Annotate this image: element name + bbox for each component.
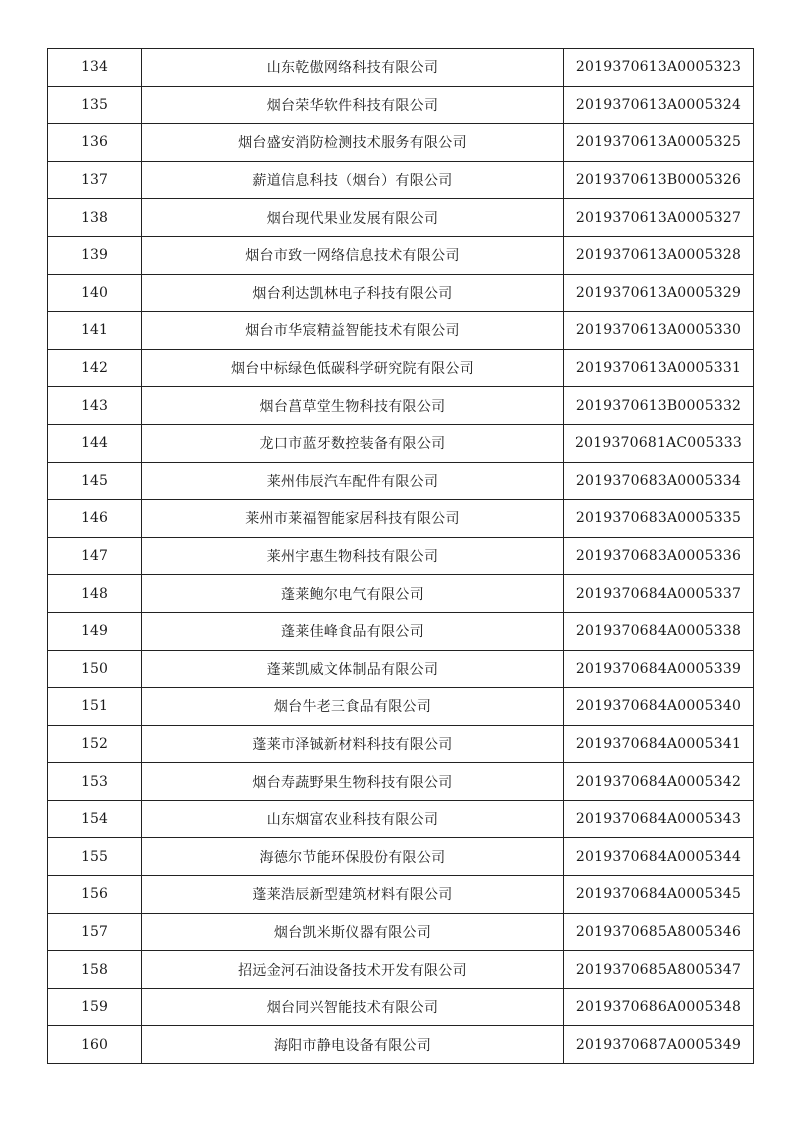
company-name: 烟台同兴智能技术有限公司 <box>142 988 564 1026</box>
table-row <box>48 124 754 162</box>
table-row <box>48 988 754 1026</box>
row-number: 144 <box>48 424 142 462</box>
registration-code: 2019370684A0005340 <box>564 688 754 726</box>
row-number: 143 <box>48 387 142 425</box>
company-name: 招远金河石油设备技术开发有限公司 <box>142 951 564 989</box>
registration-code: 2019370685A8005347 <box>564 951 754 989</box>
table-row <box>48 575 754 613</box>
company-name: 烟台寿蔬野果生物科技有限公司 <box>142 763 564 801</box>
table-row <box>48 236 754 274</box>
table-row <box>48 49 754 87</box>
company-name: 烟台牛老三食品有限公司 <box>142 688 564 726</box>
row-number: 146 <box>48 500 142 538</box>
registration-code: 2019370684A0005339 <box>564 650 754 688</box>
registration-code: 2019370684A0005341 <box>564 725 754 763</box>
company-name: 山东乾傲网络科技有限公司 <box>142 49 564 87</box>
registration-code: 2019370613B0005326 <box>564 161 754 199</box>
company-name: 蓬莱市泽铖新材料科技有限公司 <box>142 725 564 763</box>
registration-code: 2019370613A0005324 <box>564 86 754 124</box>
company-name: 蓬莱鲍尔电气有限公司 <box>142 575 564 613</box>
company-name: 烟台中标绿色低碳科学研究院有限公司 <box>142 349 564 387</box>
table-row <box>48 763 754 801</box>
row-number: 151 <box>48 688 142 726</box>
company-name: 蓬莱佳峰食品有限公司 <box>142 612 564 650</box>
row-number: 159 <box>48 988 142 1026</box>
company-name: 龙口市蓝牙数控装备有限公司 <box>142 424 564 462</box>
row-number: 155 <box>48 838 142 876</box>
registration-code: 2019370613A0005330 <box>564 312 754 350</box>
row-number: 158 <box>48 951 142 989</box>
company-name: 烟台市华宸精益智能技术有限公司 <box>142 312 564 350</box>
row-number: 136 <box>48 124 142 162</box>
registration-code: 2019370613A0005329 <box>564 274 754 312</box>
table-row <box>48 913 754 951</box>
registration-code: 2019370613A0005331 <box>564 349 754 387</box>
company-name: 海德尔节能环保股份有限公司 <box>142 838 564 876</box>
table-row <box>48 1026 754 1064</box>
row-number: 147 <box>48 537 142 575</box>
table-row <box>48 462 754 500</box>
company-name: 烟台利达凯林电子科技有限公司 <box>142 274 564 312</box>
row-number: 139 <box>48 236 142 274</box>
row-number: 141 <box>48 312 142 350</box>
registration-code: 2019370686A0005348 <box>564 988 754 1026</box>
table-row <box>48 424 754 462</box>
registration-code: 2019370613A0005327 <box>564 199 754 237</box>
table-row <box>48 800 754 838</box>
company-name: 蓬莱凯威文体制品有限公司 <box>142 650 564 688</box>
table-row <box>48 349 754 387</box>
company-name: 烟台现代果业发展有限公司 <box>142 199 564 237</box>
table-row <box>48 838 754 876</box>
row-number: 150 <box>48 650 142 688</box>
row-number: 157 <box>48 913 142 951</box>
table-row <box>48 86 754 124</box>
table-row <box>48 312 754 350</box>
company-name: 薪道信息科技（烟台）有限公司 <box>142 161 564 199</box>
row-number: 138 <box>48 199 142 237</box>
table-row <box>48 876 754 914</box>
row-number: 154 <box>48 800 142 838</box>
registration-code: 2019370613A0005328 <box>564 236 754 274</box>
company-name: 海阳市静电设备有限公司 <box>142 1026 564 1064</box>
row-number: 153 <box>48 763 142 801</box>
row-number: 148 <box>48 575 142 613</box>
table-row <box>48 199 754 237</box>
row-number: 135 <box>48 86 142 124</box>
row-number: 152 <box>48 725 142 763</box>
company-name: 莱州伟辰汽车配件有限公司 <box>142 462 564 500</box>
table-row <box>48 725 754 763</box>
row-number: 140 <box>48 274 142 312</box>
company-name: 烟台菖草堂生物科技有限公司 <box>142 387 564 425</box>
row-number: 160 <box>48 1026 142 1064</box>
company-name: 山东烟富农业科技有限公司 <box>142 800 564 838</box>
registration-code: 2019370684A0005342 <box>564 763 754 801</box>
company-name: 烟台凯米斯仪器有限公司 <box>142 913 564 951</box>
registration-code: 2019370683A0005335 <box>564 500 754 538</box>
company-registry-table <box>47 48 754 1064</box>
registration-code: 2019370684A0005338 <box>564 612 754 650</box>
company-name: 烟台盛安消防检测技术服务有限公司 <box>142 124 564 162</box>
table-row <box>48 387 754 425</box>
table-row <box>48 612 754 650</box>
table-row <box>48 951 754 989</box>
table-row <box>48 650 754 688</box>
row-number: 142 <box>48 349 142 387</box>
table-row <box>48 274 754 312</box>
registration-code: 2019370684A0005344 <box>564 838 754 876</box>
row-number: 134 <box>48 49 142 87</box>
table-row <box>48 688 754 726</box>
table-row <box>48 500 754 538</box>
registration-code: 2019370684A0005343 <box>564 800 754 838</box>
company-name: 莱州宇惠生物科技有限公司 <box>142 537 564 575</box>
table-row <box>48 537 754 575</box>
company-name: 莱州市莱福智能家居科技有限公司 <box>142 500 564 538</box>
row-number: 156 <box>48 876 142 914</box>
row-number: 149 <box>48 612 142 650</box>
registration-code: 2019370685A8005346 <box>564 913 754 951</box>
registration-code: 2019370681AC005333 <box>564 424 754 462</box>
company-name: 蓬莱浩辰新型建筑材料有限公司 <box>142 876 564 914</box>
registration-code: 2019370684A0005345 <box>564 876 754 914</box>
registration-code: 2019370683A0005336 <box>564 537 754 575</box>
registration-code: 2019370613A0005325 <box>564 124 754 162</box>
company-name: 烟台市致一网络信息技术有限公司 <box>142 236 564 274</box>
company-name: 烟台荣华软件科技有限公司 <box>142 86 564 124</box>
registration-code: 2019370613A0005323 <box>564 49 754 87</box>
registration-code: 2019370687A0005349 <box>564 1026 754 1064</box>
registration-code: 2019370613B0005332 <box>564 387 754 425</box>
registration-code: 2019370683A0005334 <box>564 462 754 500</box>
row-number: 137 <box>48 161 142 199</box>
table-row <box>48 161 754 199</box>
registration-code: 2019370684A0005337 <box>564 575 754 613</box>
row-number: 145 <box>48 462 142 500</box>
